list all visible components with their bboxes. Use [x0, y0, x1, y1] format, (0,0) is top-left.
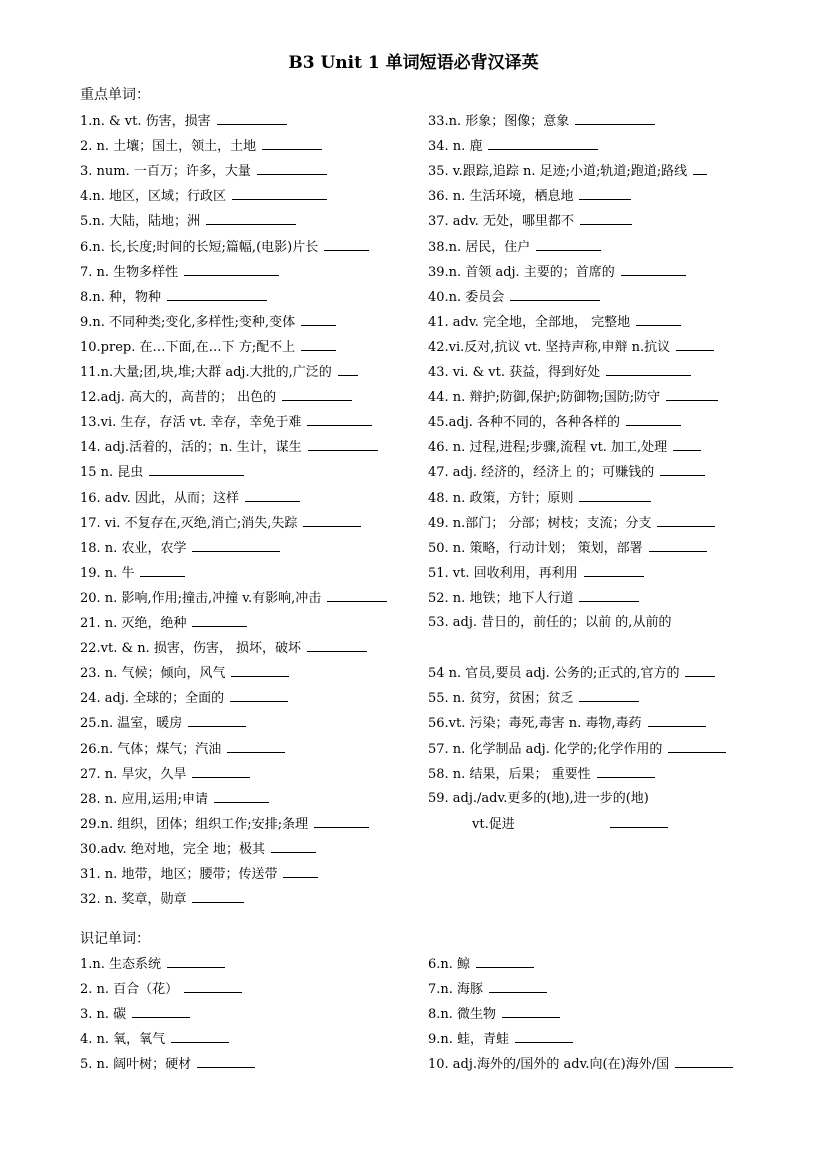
vocab-text: 31. n. 地带，地区；腰带；传送带: [80, 867, 278, 882]
answer-blank[interactable]: [668, 740, 726, 753]
answer-blank[interactable]: [188, 714, 246, 727]
key-word-row-right-7: [428, 263, 686, 282]
vocab-text: 23. n. 气候；倾向，风气: [80, 666, 226, 682]
answer-blank[interactable]: [140, 564, 185, 577]
vocab-text: 37. adv. 无处，哪里都不: [428, 214, 574, 230]
key-word-row-23: [80, 664, 289, 683]
answer-blank[interactable]: [580, 212, 632, 225]
vocab-text: 42.vi.反对,抗议 vt. 坚持声称,申辩 n.抗议: [428, 339, 671, 355]
vocab-text: 8.n. 微生物: [428, 1007, 497, 1022]
vocab-text: 58. n. 结果，后果； 重要性: [428, 766, 591, 782]
key-word-row-27: [80, 765, 250, 784]
vocab-text: 20. n. 影响,作用;撞击,冲撞 v.有影响,冲击: [80, 590, 322, 606]
key-word-row-7: [80, 263, 279, 282]
vocab-text: 19. n. 牛: [80, 565, 135, 581]
key-word-row-right-13: [428, 413, 681, 432]
vocab-text: 21. n. 灭绝，绝种: [80, 616, 187, 631]
answer-blank[interactable]: [476, 955, 534, 968]
vocab-text: 10.prep. 在…下面,在…下 方;配不上: [80, 339, 296, 355]
vocab-text: 56.vt. 污染；毒死,毒害 n. 毒物,毒药: [428, 716, 642, 732]
answer-blank[interactable]: [308, 438, 378, 451]
key-word-row-25: [80, 714, 246, 733]
recognition-word-row-right-3: [428, 1005, 560, 1024]
answer-blank[interactable]: [262, 137, 322, 150]
answer-blank[interactable]: [648, 714, 706, 727]
answer-blank[interactable]: [575, 112, 655, 125]
vocab-text: 7. n. 生物多样性: [80, 264, 179, 280]
answer-blank[interactable]: [282, 388, 352, 401]
answer-blank[interactable]: [197, 1055, 255, 1068]
answer-blank[interactable]: [626, 413, 681, 426]
answer-blank[interactable]: [510, 288, 600, 301]
key-word-row-right-3: [428, 162, 707, 181]
vocab-text: 2. n. 百合（花）: [80, 982, 179, 997]
key-word-row-13: [80, 413, 372, 432]
recognition-word-row-right-4: [428, 1030, 573, 1049]
answer-blank[interactable]: [489, 980, 547, 993]
vocab-text: 24. adj. 全球的；全面的: [80, 691, 225, 707]
answer-blank[interactable]: [502, 1005, 560, 1018]
page-title: B3 Unit 1 单词短语必背汉译英: [288, 53, 539, 73]
vocab-text: 10. adj.海外的/国外的 adv.向(在)海外/国: [428, 1057, 670, 1072]
answer-blank[interactable]: [192, 539, 280, 552]
key-word-row-6: [80, 238, 369, 257]
answer-blank[interactable]: [271, 840, 316, 853]
key-word-row-31: [80, 865, 318, 884]
answer-blank[interactable]: [515, 1030, 573, 1043]
vocab-text: 7.n. 海豚: [428, 982, 484, 997]
answer-blank[interactable]: [621, 263, 686, 276]
answer-blank[interactable]: [536, 238, 601, 251]
answer-blank[interactable]: [327, 589, 387, 602]
recognition-word-row-4: [80, 1030, 229, 1049]
vocab-text: 28. n. 应用,运用;申请: [80, 791, 208, 807]
vocab-text: 25.n. 温室，暖房: [80, 716, 183, 732]
key-word-row-right-25: [428, 714, 706, 733]
key-word-row-26: [80, 740, 285, 759]
vocab-text: 36. n. 生活环境，栖息地: [428, 189, 574, 205]
key-word-row-right-6: [428, 238, 601, 257]
key-word-row-right-12: [428, 388, 718, 407]
vocab-text: 41. adv. 完全地，全部地， 完整地: [428, 314, 631, 330]
vocab-text: 9.n. 不同种类;变化,多样性;变种,变体: [80, 314, 296, 330]
answer-blank[interactable]: [666, 388, 718, 401]
key-word-row-right-23: [428, 664, 715, 683]
answer-blank[interactable]: [167, 955, 225, 968]
answer-blank[interactable]: [184, 980, 242, 993]
key-word-row-24: [80, 689, 288, 708]
vocab-text: 22.vt. & n. 损害，伤害， 损坏，破坏: [80, 641, 301, 657]
vocab-text: 38.n. 居民，住户: [428, 239, 531, 255]
vocab-text: 50. n. 策略，行动计划； 策划，部署: [428, 540, 643, 556]
vocab-text: 8.n. 种，物种: [80, 289, 162, 305]
key-word-row-20: [80, 589, 387, 608]
vocab-text: 39.n. 首领 adj. 主要的；首席的: [428, 264, 615, 280]
key-word-row-right-2: [428, 137, 598, 156]
vocab-text: 26.n. 气体；煤气；汽油: [80, 741, 222, 757]
answer-blank[interactable]: [584, 564, 644, 577]
answer-blank[interactable]: [649, 539, 707, 552]
answer-blank[interactable]: [693, 162, 707, 175]
answer-blank[interactable]: [676, 338, 714, 351]
key-word-row-right-14: [428, 438, 701, 457]
key-word-row-10: [80, 338, 336, 357]
vocab-text: 30.adv. 绝对地，完全 地；极其: [80, 841, 265, 857]
key-word-row-14: [80, 438, 378, 457]
answer-blank[interactable]: [257, 162, 327, 175]
section-heading-key-words: 重点单词：: [80, 87, 150, 103]
vocab-text: 29.n. 组织，团体；组织工作;安排;条理: [80, 816, 309, 832]
answer-blank[interactable]: [314, 815, 369, 828]
answer-blank[interactable]: [579, 489, 651, 502]
answer-blank[interactable]: [230, 689, 288, 702]
answer-blank[interactable]: [606, 363, 691, 376]
vocab-text: 34. n. 鹿: [428, 139, 483, 155]
vocab-text: 45.adj. 各种不同的，各种各样的: [428, 415, 621, 431]
vocab-text: 5. n. 阔叶树；硬材: [80, 1057, 192, 1072]
vocab-text: 6.n. 鲸: [428, 957, 471, 972]
key-word-row-15: [80, 463, 244, 482]
vocab-text: 2. n. 土壤；国土，领土，土地: [80, 139, 257, 155]
vocab-text: 4. n. 氧，氧气: [80, 1032, 166, 1047]
key-word-row-right-1: [428, 112, 655, 131]
vocab-text: 13.vi. 生存，存活 vt. 幸存，幸免于难: [80, 415, 302, 431]
vocab-text: 14. adj.活着的，活的；n. 生计，谋生: [80, 440, 302, 456]
vocab-text: 47. adj. 经济的，经济上 的；可赚钱的: [428, 465, 655, 481]
answer-blank[interactable]: [597, 765, 655, 778]
vocab-text: 5.n. 大陆，陆地；洲: [80, 214, 201, 230]
answer-blank[interactable]: [301, 338, 336, 351]
vocab-text: 11.n.大量;团,块,堆;大群 adj.大批的,广泛的: [80, 365, 332, 380]
key-word-row-right-8: [428, 288, 600, 307]
key-word-row-22: [80, 639, 367, 658]
vocab-text: 6.n. 长,长度;时间的长短;篇幅,(电影)片长: [80, 239, 319, 255]
key-word-row-8: [80, 288, 267, 307]
vocab-text: 52. n. 地铁；地下人行道: [428, 590, 574, 606]
vocab-text: 1.n. 生态系统: [80, 957, 162, 972]
vocab-text: 51. vt. 回收利用，再利用: [428, 565, 578, 581]
vocab-text: 59. adj./adv.更多的(地),进一步的(地): [428, 790, 649, 806]
key-word-row-21: [80, 614, 247, 633]
vocab-text: 16. adv. 因此，从而；这样: [80, 490, 239, 506]
vocab-text: 48. n. 政策，方针；原则: [428, 490, 574, 506]
answer-blank[interactable]: [171, 1030, 229, 1043]
key-word-row-right-4: [428, 187, 631, 206]
key-word-row-29: [80, 815, 369, 834]
key-word-row-right-9: [428, 313, 681, 332]
vocab-text: 46. n. 过程,进程;步骤,流程 vt. 加工,处理: [428, 440, 668, 456]
key-word-row-right-18: [428, 539, 707, 558]
answer-blank[interactable]: [206, 212, 296, 225]
vocab-text: 27. n. 旱灾，久旱: [80, 766, 187, 782]
vocab-text: 54 n. 官员,要员 adj. 公务的;正式的,官方的: [428, 666, 680, 682]
vocab-text: 55. n. 贫穷，贫困；贫乏: [428, 691, 574, 707]
vocab-text: 40.n. 委员会: [428, 289, 505, 305]
vocab-text: 15 n. 昆虫: [80, 465, 144, 481]
key-word-row-right-28: [428, 790, 649, 808]
answer-blank[interactable]: [214, 790, 269, 803]
vocab-text: 1.n. & vt. 伤害，损害: [80, 114, 211, 129]
answer-blank[interactable]: [167, 288, 267, 301]
vocab-text: 18. n. 农业，农学: [80, 540, 187, 556]
recognition-word-row-right-1: [428, 955, 534, 974]
answer-blank[interactable]: [227, 740, 285, 753]
answer-blank[interactable]: [283, 865, 318, 878]
vocab-text: 3. num. 一百万；许多，大量: [80, 164, 251, 180]
answer-blank[interactable]: [324, 238, 369, 251]
answer-blank[interactable]: [660, 463, 705, 476]
key-word-row-11: [80, 363, 358, 382]
key-word-row-right-5: [428, 212, 632, 231]
answer-blank[interactable]: [675, 1055, 733, 1068]
vocab-text: vt.促进: [472, 816, 515, 832]
key-word-row-right-26: [428, 740, 726, 759]
answer-blank[interactable]: [301, 313, 336, 326]
recognition-word-row-2: [80, 980, 242, 999]
vocab-text: 4.n. 地区，区域；行政区: [80, 189, 227, 205]
key-word-row-28: [80, 790, 269, 809]
vocab-text: 35. v.跟踪,追踪 n. 足迹;小道;轨道;跑道;路线: [428, 164, 688, 180]
answer-blank[interactable]: [636, 313, 681, 326]
recognition-word-row-right-2: [428, 980, 547, 999]
vocab-text: 32. n. 奖章，勋章: [80, 892, 187, 908]
vocab-text: 44. n. 辩护;防御,保护;防御物;国防;防守: [428, 390, 661, 406]
answer-blank[interactable]: [192, 765, 250, 778]
answer-blank[interactable]: [232, 187, 327, 200]
key-word-row-17: [80, 514, 361, 533]
answer-blank[interactable]: [184, 263, 279, 276]
answer-blank[interactable]: [579, 689, 639, 702]
key-word-row-3: [80, 162, 327, 181]
answer-blank[interactable]: [488, 137, 598, 150]
recognition-word-row-5: [80, 1055, 255, 1074]
answer-blank[interactable]: [245, 489, 300, 502]
answer-blank[interactable]: [307, 413, 372, 426]
answer-blank[interactable]: [657, 514, 715, 527]
key-word-row-right-10: [428, 338, 714, 357]
key-word-row-right-24: [428, 689, 639, 708]
recognition-word-row-1: [80, 955, 225, 974]
section-heading-recognition-words: 识记单词：: [80, 931, 150, 947]
answer-blank[interactable]: [673, 438, 701, 451]
key-word-row-18: [80, 539, 280, 558]
answer-blank[interactable]: [217, 112, 287, 125]
key-word-row-right-15: [428, 463, 705, 482]
answer-blank[interactable]: [231, 664, 289, 677]
vocab-text: 12.adj. 高大的，高昔的； 出色的: [80, 390, 277, 406]
vocab-text: 17. vi. 不复存在,灭绝,消亡;消失,失踪: [80, 515, 298, 531]
recognition-word-row-right-5: [428, 1055, 733, 1074]
answer-blank[interactable]: [579, 589, 639, 602]
key-word-row-9: [80, 313, 336, 332]
key-word-row-right-16: [428, 489, 651, 508]
answer-blank[interactable]: [192, 614, 247, 627]
key-word-row-12: [80, 388, 352, 407]
key-word-row-right-20: [428, 589, 639, 608]
key-word-row-2: [80, 137, 322, 156]
vocab-text: 49. n.部门； 分部；树枝；支流；分支: [428, 515, 652, 531]
key-word-row-19: [80, 564, 185, 583]
vocab-text: 3. n. 碳: [80, 1007, 127, 1022]
answer-blank[interactable]: [307, 639, 367, 652]
recognition-word-row-3: [80, 1005, 190, 1024]
answer-blank[interactable]: [579, 187, 631, 200]
key-word-row-right-29: [472, 815, 668, 834]
key-word-row-right-17: [428, 514, 715, 533]
key-word-row-right-19: [428, 564, 644, 583]
answer-blank[interactable]: [685, 664, 715, 677]
key-word-row-right-11: [428, 363, 691, 382]
key-word-row-right-21: [428, 614, 671, 632]
vocab-text: 43. vi. & vt. 获益，得到好处: [428, 365, 601, 380]
answer-blank[interactable]: [132, 1005, 190, 1018]
vocab-text: 33.n. 形象；图像；意象: [428, 114, 570, 129]
answer-blank[interactable]: [610, 815, 668, 828]
answer-blank[interactable]: [149, 463, 244, 476]
key-word-row-5: [80, 212, 296, 231]
key-word-row-right-27: [428, 765, 655, 784]
answer-blank[interactable]: [192, 890, 244, 903]
key-word-row-32: [80, 890, 244, 909]
key-word-row-1: [80, 112, 287, 131]
vocab-text: 9.n. 蛙，青蛙: [428, 1032, 510, 1047]
answer-blank[interactable]: [338, 363, 358, 376]
vocab-text: 53. adj. 昔日的，前任的；以前 的,从前的: [428, 615, 672, 630]
key-word-row-4: [80, 187, 327, 206]
answer-blank[interactable]: [303, 514, 361, 527]
key-word-row-30: [80, 840, 316, 859]
vocab-text: 57. n. 化学制品 adj. 化学的;化学作用的: [428, 741, 663, 757]
key-word-row-16: [80, 489, 300, 508]
